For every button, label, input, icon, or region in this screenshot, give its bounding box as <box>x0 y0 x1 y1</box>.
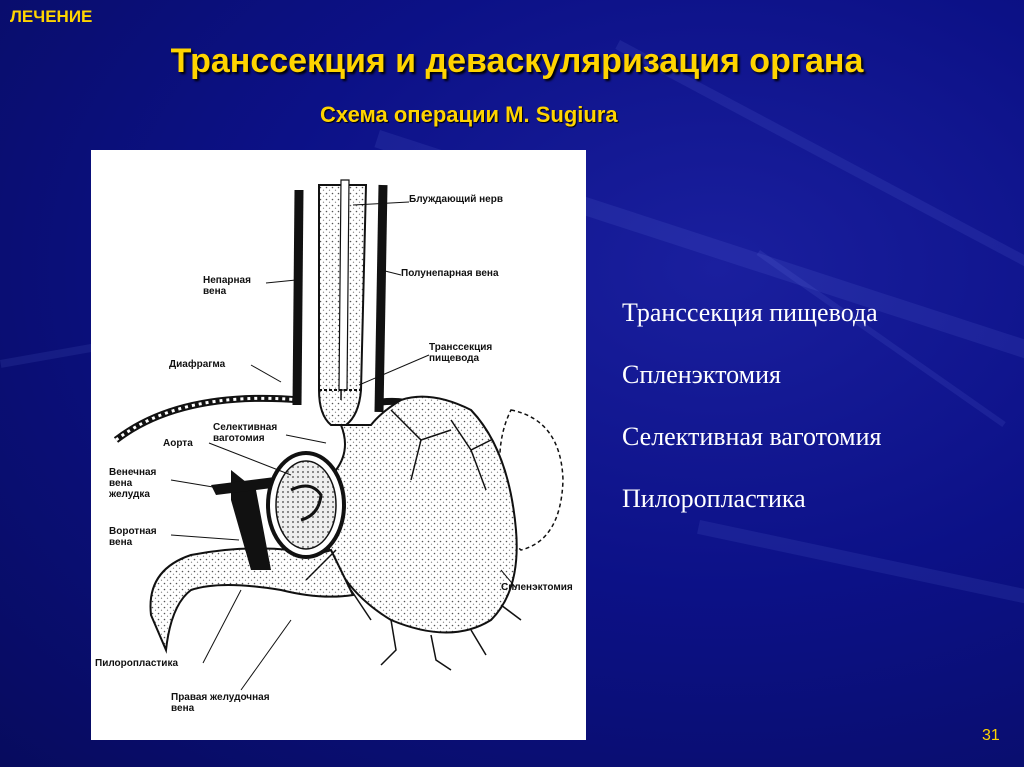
section-label: ЛЕЧЕНИЕ <box>10 7 93 26</box>
bullet-item: Селективная ваготомия <box>622 422 882 451</box>
label-right-gastric-vein: Правая желудочная вена <box>171 692 270 714</box>
label-azygos-vein: Непарная вена <box>203 275 251 297</box>
label-aorta: Аорта <box>163 438 193 449</box>
slide-title: Транссекция и деваскуляризация органа <box>170 42 864 80</box>
label-splenectomy: Спленэктомия <box>501 582 573 593</box>
label-hemiazygos-vein: Полунепарная вена <box>401 268 499 279</box>
label-pyloroplasty: Пилоропластика <box>95 658 179 669</box>
label-selective-vagotomy: Селективная ваготомия <box>213 422 278 444</box>
page-number: 31 <box>982 727 1000 744</box>
bullet-item: Спленэктомия <box>622 360 781 389</box>
stomach <box>323 397 517 633</box>
label-portal-vein: Воротная вена <box>109 526 157 548</box>
bullet-list <box>622 298 881 546</box>
hemiazygos-vein <box>379 185 383 412</box>
label-esophageal-transection: Транссекция пищевода <box>429 342 493 364</box>
bullet-item: Транссекция пищевода <box>622 298 878 327</box>
azygos-vein <box>297 190 299 405</box>
label-coronary-vein: Венечная вена желудка <box>109 467 157 500</box>
operation-diagram <box>91 150 586 740</box>
slide-subtitle: Схема операции M. Sugiura <box>320 102 618 127</box>
label-diaphragm: Диафрагма <box>169 359 226 370</box>
label-vagus-nerve: Блуждающий нерв <box>409 194 503 205</box>
bullet-item: Пилоропластика <box>622 484 806 513</box>
